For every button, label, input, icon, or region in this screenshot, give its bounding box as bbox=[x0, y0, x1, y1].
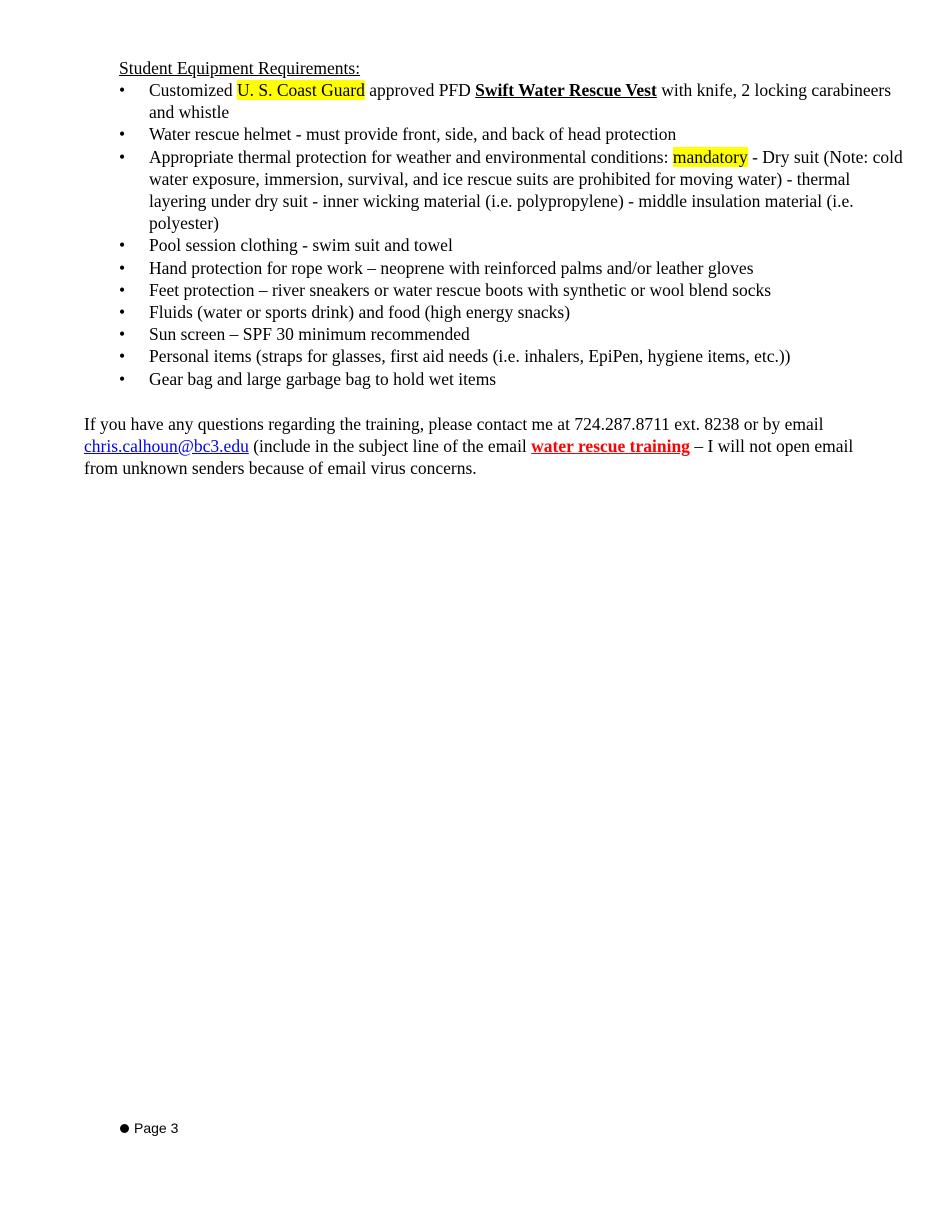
bullet-icon: • bbox=[119, 235, 126, 256]
bullet-icon: • bbox=[119, 146, 126, 167]
equipment-list bbox=[119, 79, 904, 390]
bullet-icon: • bbox=[119, 257, 126, 278]
bullet-dot-icon bbox=[120, 1124, 129, 1133]
list-item: • Customized U. S. Coast Guard approved PFD Swift Water Rescue Vest with knife, 2 locking carabineers and whistle bbox=[119, 80, 892, 123]
list-item: • Hand protection for rope work – neoprene with reinforced palms and/or leather gloves bbox=[119, 257, 754, 278]
bullet-icon: • bbox=[119, 279, 126, 300]
list-item: • Feet protection – river sneakers or water rescue boots with synthetic or wool blend socks bbox=[119, 279, 772, 300]
email-subject-text: water rescue training bbox=[531, 436, 690, 457]
bullet-icon: • bbox=[119, 302, 126, 323]
page-footer bbox=[120, 1119, 178, 1137]
bullet-icon: • bbox=[119, 368, 126, 389]
bullet-icon: • bbox=[119, 80, 126, 100]
page-number: Page 3 bbox=[134, 1120, 179, 1136]
bold-underlined-text: Swift Water Rescue Vest bbox=[475, 80, 657, 100]
list-item: • Sun screen – SPF 30 minimum recommended bbox=[119, 324, 470, 345]
list-item: • Fluids (water or sports drink) and food (high energy snacks) bbox=[119, 302, 571, 323]
highlighted-text: U. S. Coast Guard bbox=[236, 80, 365, 100]
highlighted-text: mandatory bbox=[672, 146, 748, 167]
section-heading: Student Equipment Requirements: bbox=[119, 58, 361, 78]
bullet-icon: • bbox=[119, 346, 126, 367]
list-item: • Water rescue helmet - must provide front, side, and back of head protection bbox=[119, 124, 677, 145]
list-item: • Pool session clothing - swim suit and towel bbox=[119, 235, 453, 256]
list-item: • Personal items (straps for glasses, first aid needs (i.e. inhalers, EpiPen, hygiene items, etc.)) bbox=[119, 346, 791, 367]
bullet-icon: • bbox=[119, 124, 126, 145]
bullet-icon: • bbox=[119, 324, 126, 345]
email-link[interactable]: chris.calhoun@bc3.edu bbox=[84, 436, 249, 457]
list-item: • Gear bag and large garbage bag to hold wet items bbox=[119, 368, 497, 389]
contact-paragraph: If you have any questions regarding the training, please contact me at 724.287.8711 ext. 8238 or by email chris.calhoun@bc3.edu (include in the subject line of the email water rescue training – I will not open email from unknown senders because of email virus concerns. bbox=[84, 414, 854, 479]
list-item: • Appropriate thermal protection for weather and environmental conditions: mandatory - Dry suit (Note: cold water exposure, immersion, survival, and ice rescue suits are prohibited for moving water) - thermal layering under dry suit - inner wicking material (i.e. polypropylene) - middle insulation material (i.e. polyester) bbox=[119, 146, 903, 234]
